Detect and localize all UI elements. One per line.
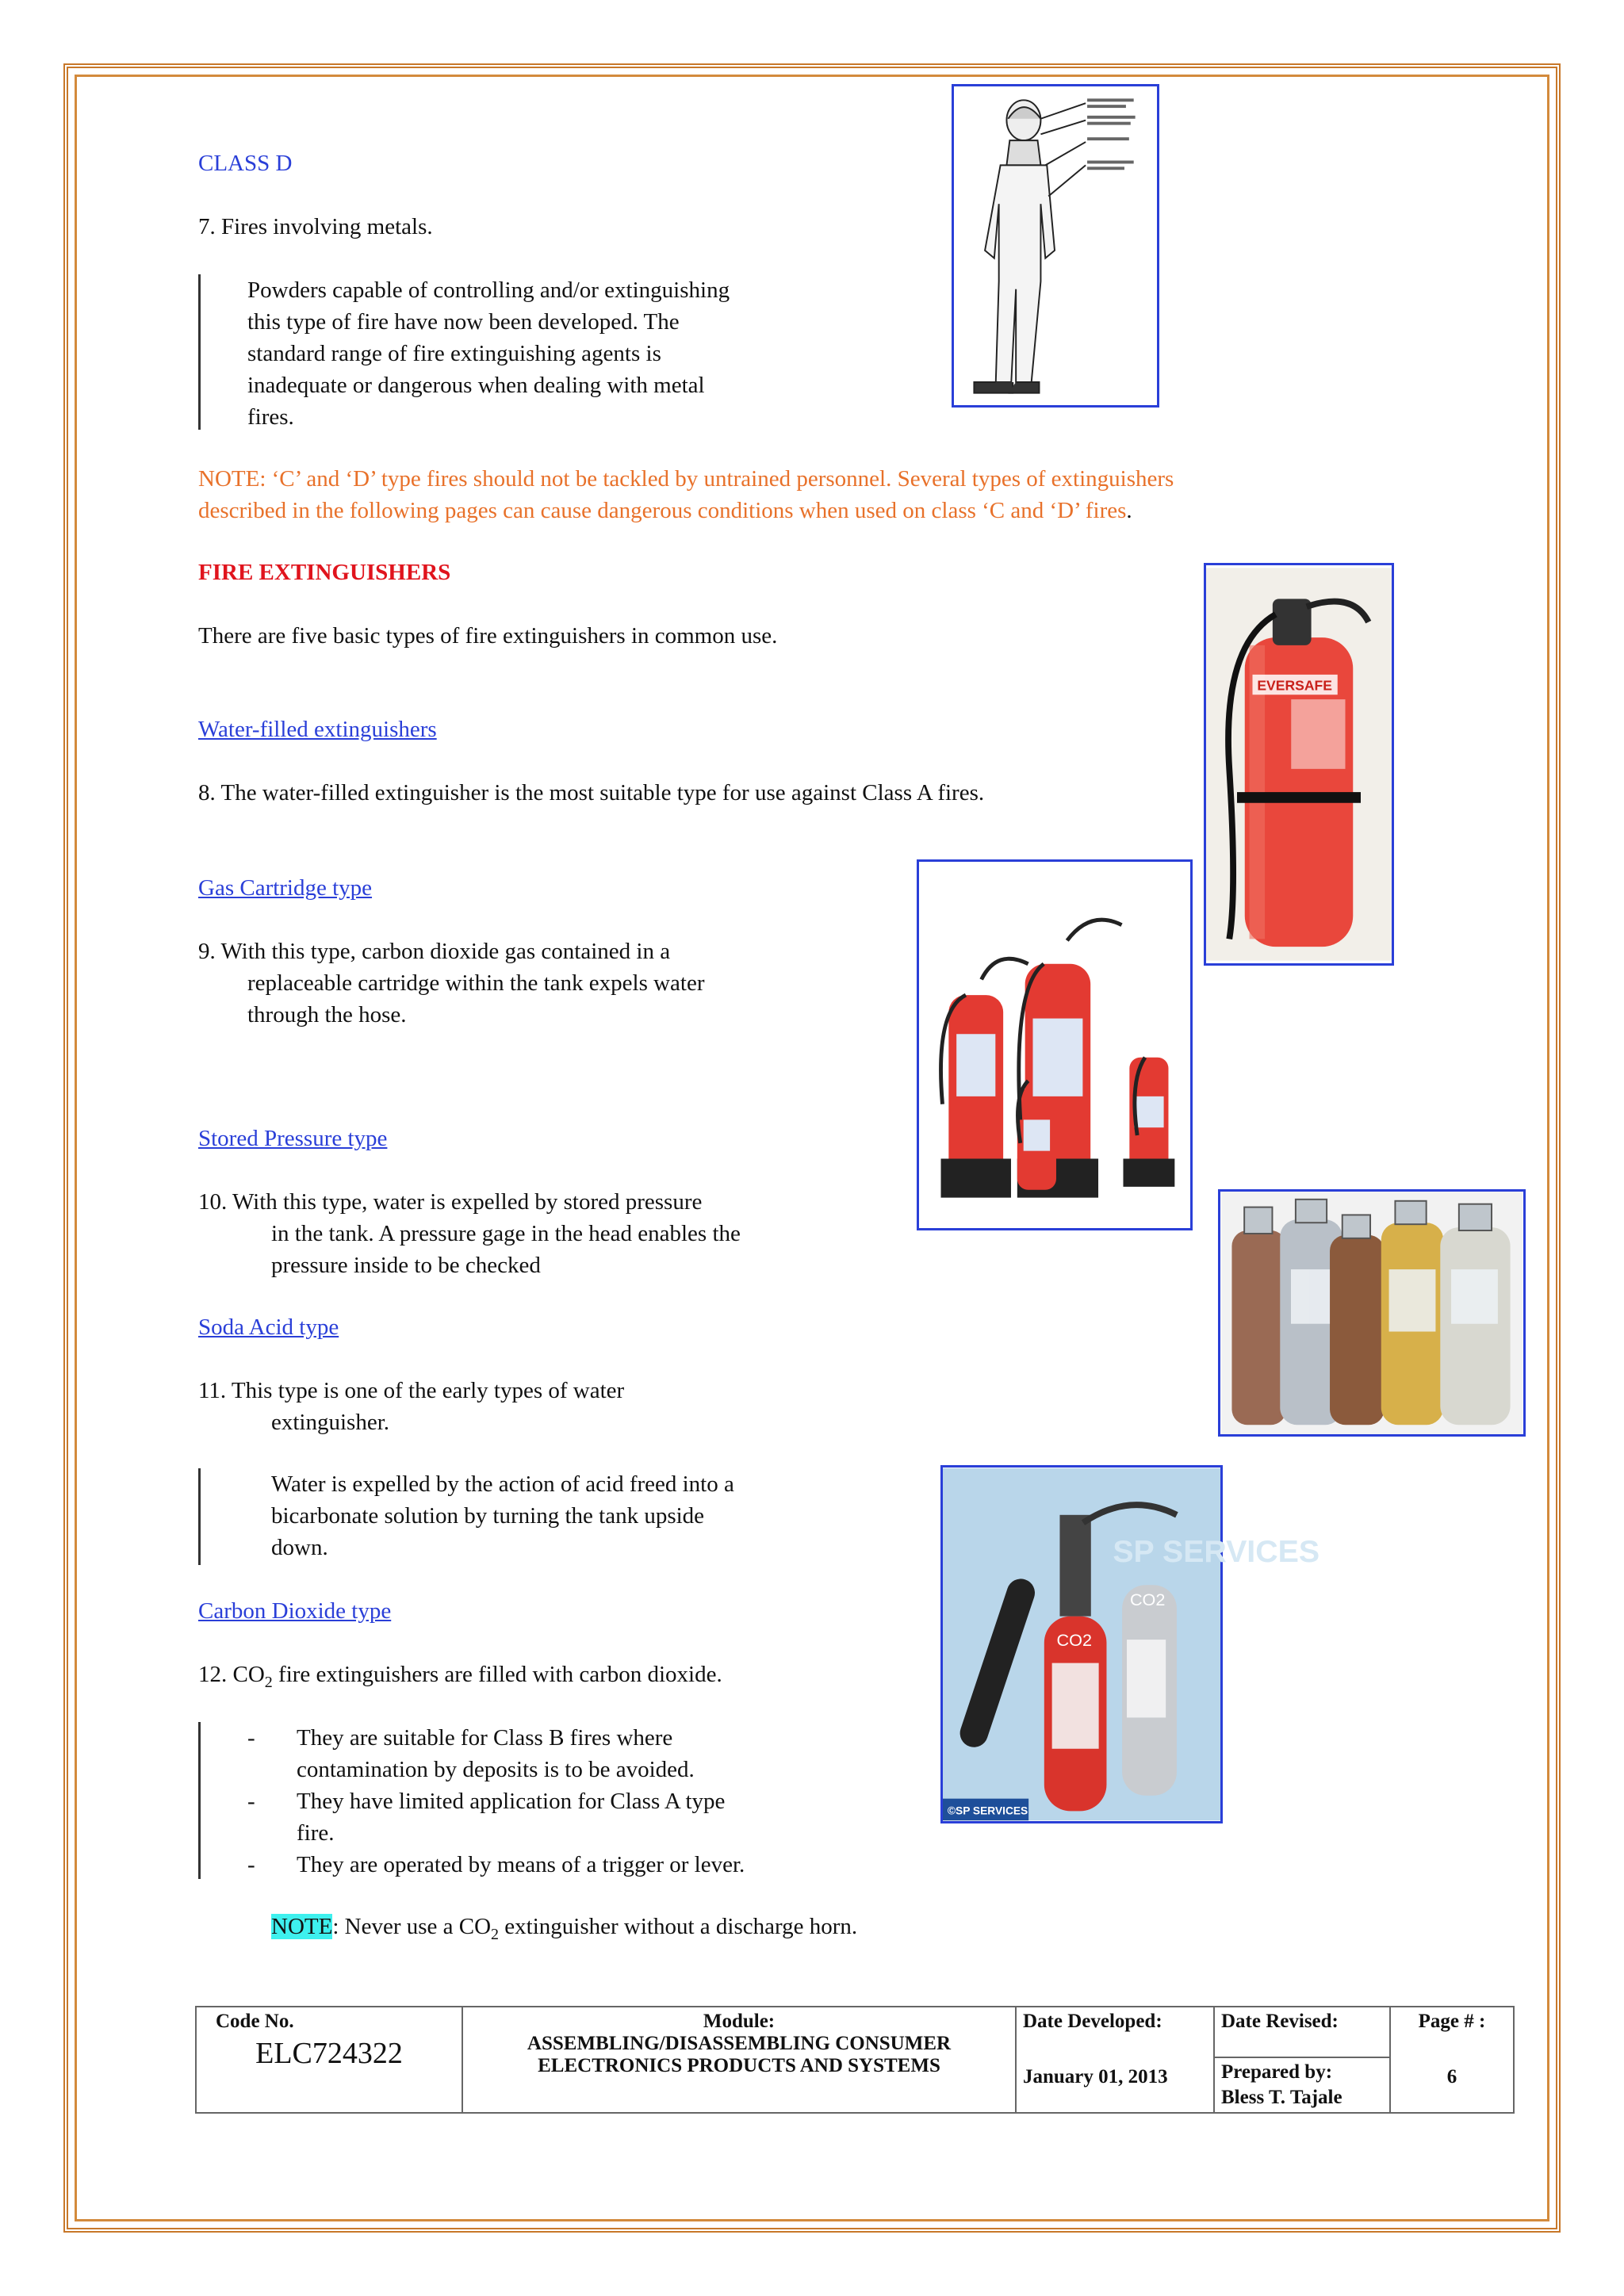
co2-tag: CO2 (1056, 1629, 1092, 1650)
bullet-line: They are suitable for Class B fires where (297, 1725, 673, 1751)
soda-acid-para-line: bicarbonate solution by turning the tank upside (271, 1503, 705, 1529)
page-value: 6 (1446, 2066, 1457, 2087)
bullet-line: contamination by deposits is to be avoided. (297, 1757, 695, 1782)
soda-acid-para-line: down. (271, 1535, 328, 1560)
fire-extinguishers-intro: There are five basic types of fire extinguishers in common use. (198, 623, 778, 649)
gas-cartridge-heading[interactable]: Gas Cartridge type (198, 875, 373, 901)
date-developed-cell (1016, 2007, 1214, 2113)
co2-extinguisher-image (940, 1465, 1320, 1823)
note-line-2-period: . (1126, 498, 1132, 523)
class-d-para-line: standard range of fire extinguishing agents is (247, 341, 661, 366)
soda-acid-heading[interactable]: Soda Acid type (198, 1314, 339, 1340)
bullet-dash: - (247, 1725, 255, 1751)
prepared-by-label: Prepared by: (1221, 2061, 1333, 2083)
co2-subscript: 2 (491, 1925, 500, 1943)
class-d-heading: CLASS D (198, 151, 293, 176)
note-highlight: NOTE (271, 1914, 333, 1939)
bullet-line: fire. (297, 1820, 335, 1846)
prepared-by-value: Bless T. Tajale (1221, 2087, 1342, 2108)
metal-extinguishers-image (1218, 1189, 1526, 1437)
item-7: 7. Fires involving metals. (198, 214, 433, 239)
item-9-line: through the hose. (247, 1002, 407, 1027)
co2-note-text: : Never use a CO (332, 1914, 492, 1939)
fire-extinguishers-heading: FIRE EXTINGUISHERS (198, 560, 451, 585)
class-d-para-line: Powders capable of controlling and/or extinguishing (247, 277, 730, 303)
class-d-para-line: inadequate or dangerous when dealing with metal (247, 373, 705, 398)
soda-acid-para-line: Water is expelled by the action of acid freed into a (271, 1471, 734, 1497)
co2-tag: CO2 (1129, 1589, 1166, 1609)
class-d-para-line: this type of fire have now been developed. The (247, 309, 680, 335)
page-cell (1390, 2007, 1514, 2113)
footer-table (195, 2006, 1515, 2114)
bullet-dash: - (247, 1789, 255, 1814)
item-9-line: 9. With this type, carbon dioxide gas contained in a (198, 939, 671, 964)
module-cell (462, 2007, 1016, 2113)
sp-services-brand: ©SP SERVICES (947, 1804, 1028, 1817)
date-revised-cell (1214, 2007, 1390, 2113)
module-line: ASSEMBLING/DISASSEMBLING CONSUMER (527, 2033, 952, 2054)
bullet-line: They are operated by means of a trigger or lever. (297, 1852, 745, 1877)
date-developed-label: Date Developed: (1023, 2011, 1162, 2032)
module-line: ELECTRONICS PRODUCTS AND SYSTEMS (538, 2055, 940, 2076)
stored-pressure-heading[interactable]: Stored Pressure type (198, 1126, 388, 1151)
co2-note (271, 1911, 857, 1950)
item-12-text: fire extinguishers are filled with carbon dioxide. (272, 1662, 722, 1687)
code-cell (196, 2007, 462, 2113)
code-label: Code No. (216, 2011, 294, 2032)
item-10-line: 10. With this type, water is expelled by stored pressure (198, 1189, 703, 1215)
item-10-line: in the tank. A pressure gage in the head enables the (271, 1221, 741, 1246)
page-label: Page # : (1418, 2011, 1486, 2032)
code-value: ELC724322 (255, 2037, 403, 2070)
co2-subscript: 2 (264, 1673, 273, 1691)
revision-bar (198, 1722, 201, 1879)
co2-note-text: extinguisher without a discharge horn. (499, 1914, 858, 1939)
bullet-dash: - (247, 1852, 255, 1877)
item-11-line: extinguisher. (271, 1410, 390, 1435)
item-12 (198, 1659, 722, 1698)
module-label: Module: (703, 2011, 776, 2032)
red-extinguisher-image (1204, 563, 1394, 966)
class-d-para-line: fires. (247, 404, 294, 430)
note-line-1: NOTE: ‘C’ and ‘D’ type fires should not be tackled by untrained personnel. Several types of extinguishers (198, 466, 1174, 492)
revision-bar (198, 274, 201, 430)
extinguisher-group-image (917, 859, 1193, 1230)
item-9-line: replaceable cartridge within the tank expels water (247, 970, 705, 996)
item-10-line: pressure inside to be checked (271, 1253, 541, 1278)
date-revised-label: Date Revised: (1215, 2007, 1389, 2058)
item-8: 8. The water-filled extinguisher is the most suitable type for use against Class A fires. (198, 780, 985, 806)
item-12-text: 12. CO (198, 1662, 265, 1687)
eversafe-label: EVERSAFE (1257, 677, 1332, 694)
item-11-line: 11. This type is one of the early types of water (198, 1378, 625, 1403)
note-line-2: described in the following pages can cause dangerous conditions when used on class ‘C and ‘D’ fires (198, 498, 1127, 523)
revision-bar (198, 1468, 201, 1565)
carbon-dioxide-heading[interactable]: Carbon Dioxide type (198, 1598, 392, 1624)
bullet-line: They have limited application for Class A type (297, 1789, 726, 1814)
date-developed-value: January 01, 2013 (1023, 2066, 1168, 2087)
water-filled-heading[interactable]: Water-filled extinguishers (198, 717, 437, 742)
protective-suit-image (952, 84, 1159, 408)
sp-watermark: SP SERVICES (1113, 1533, 1320, 1569)
